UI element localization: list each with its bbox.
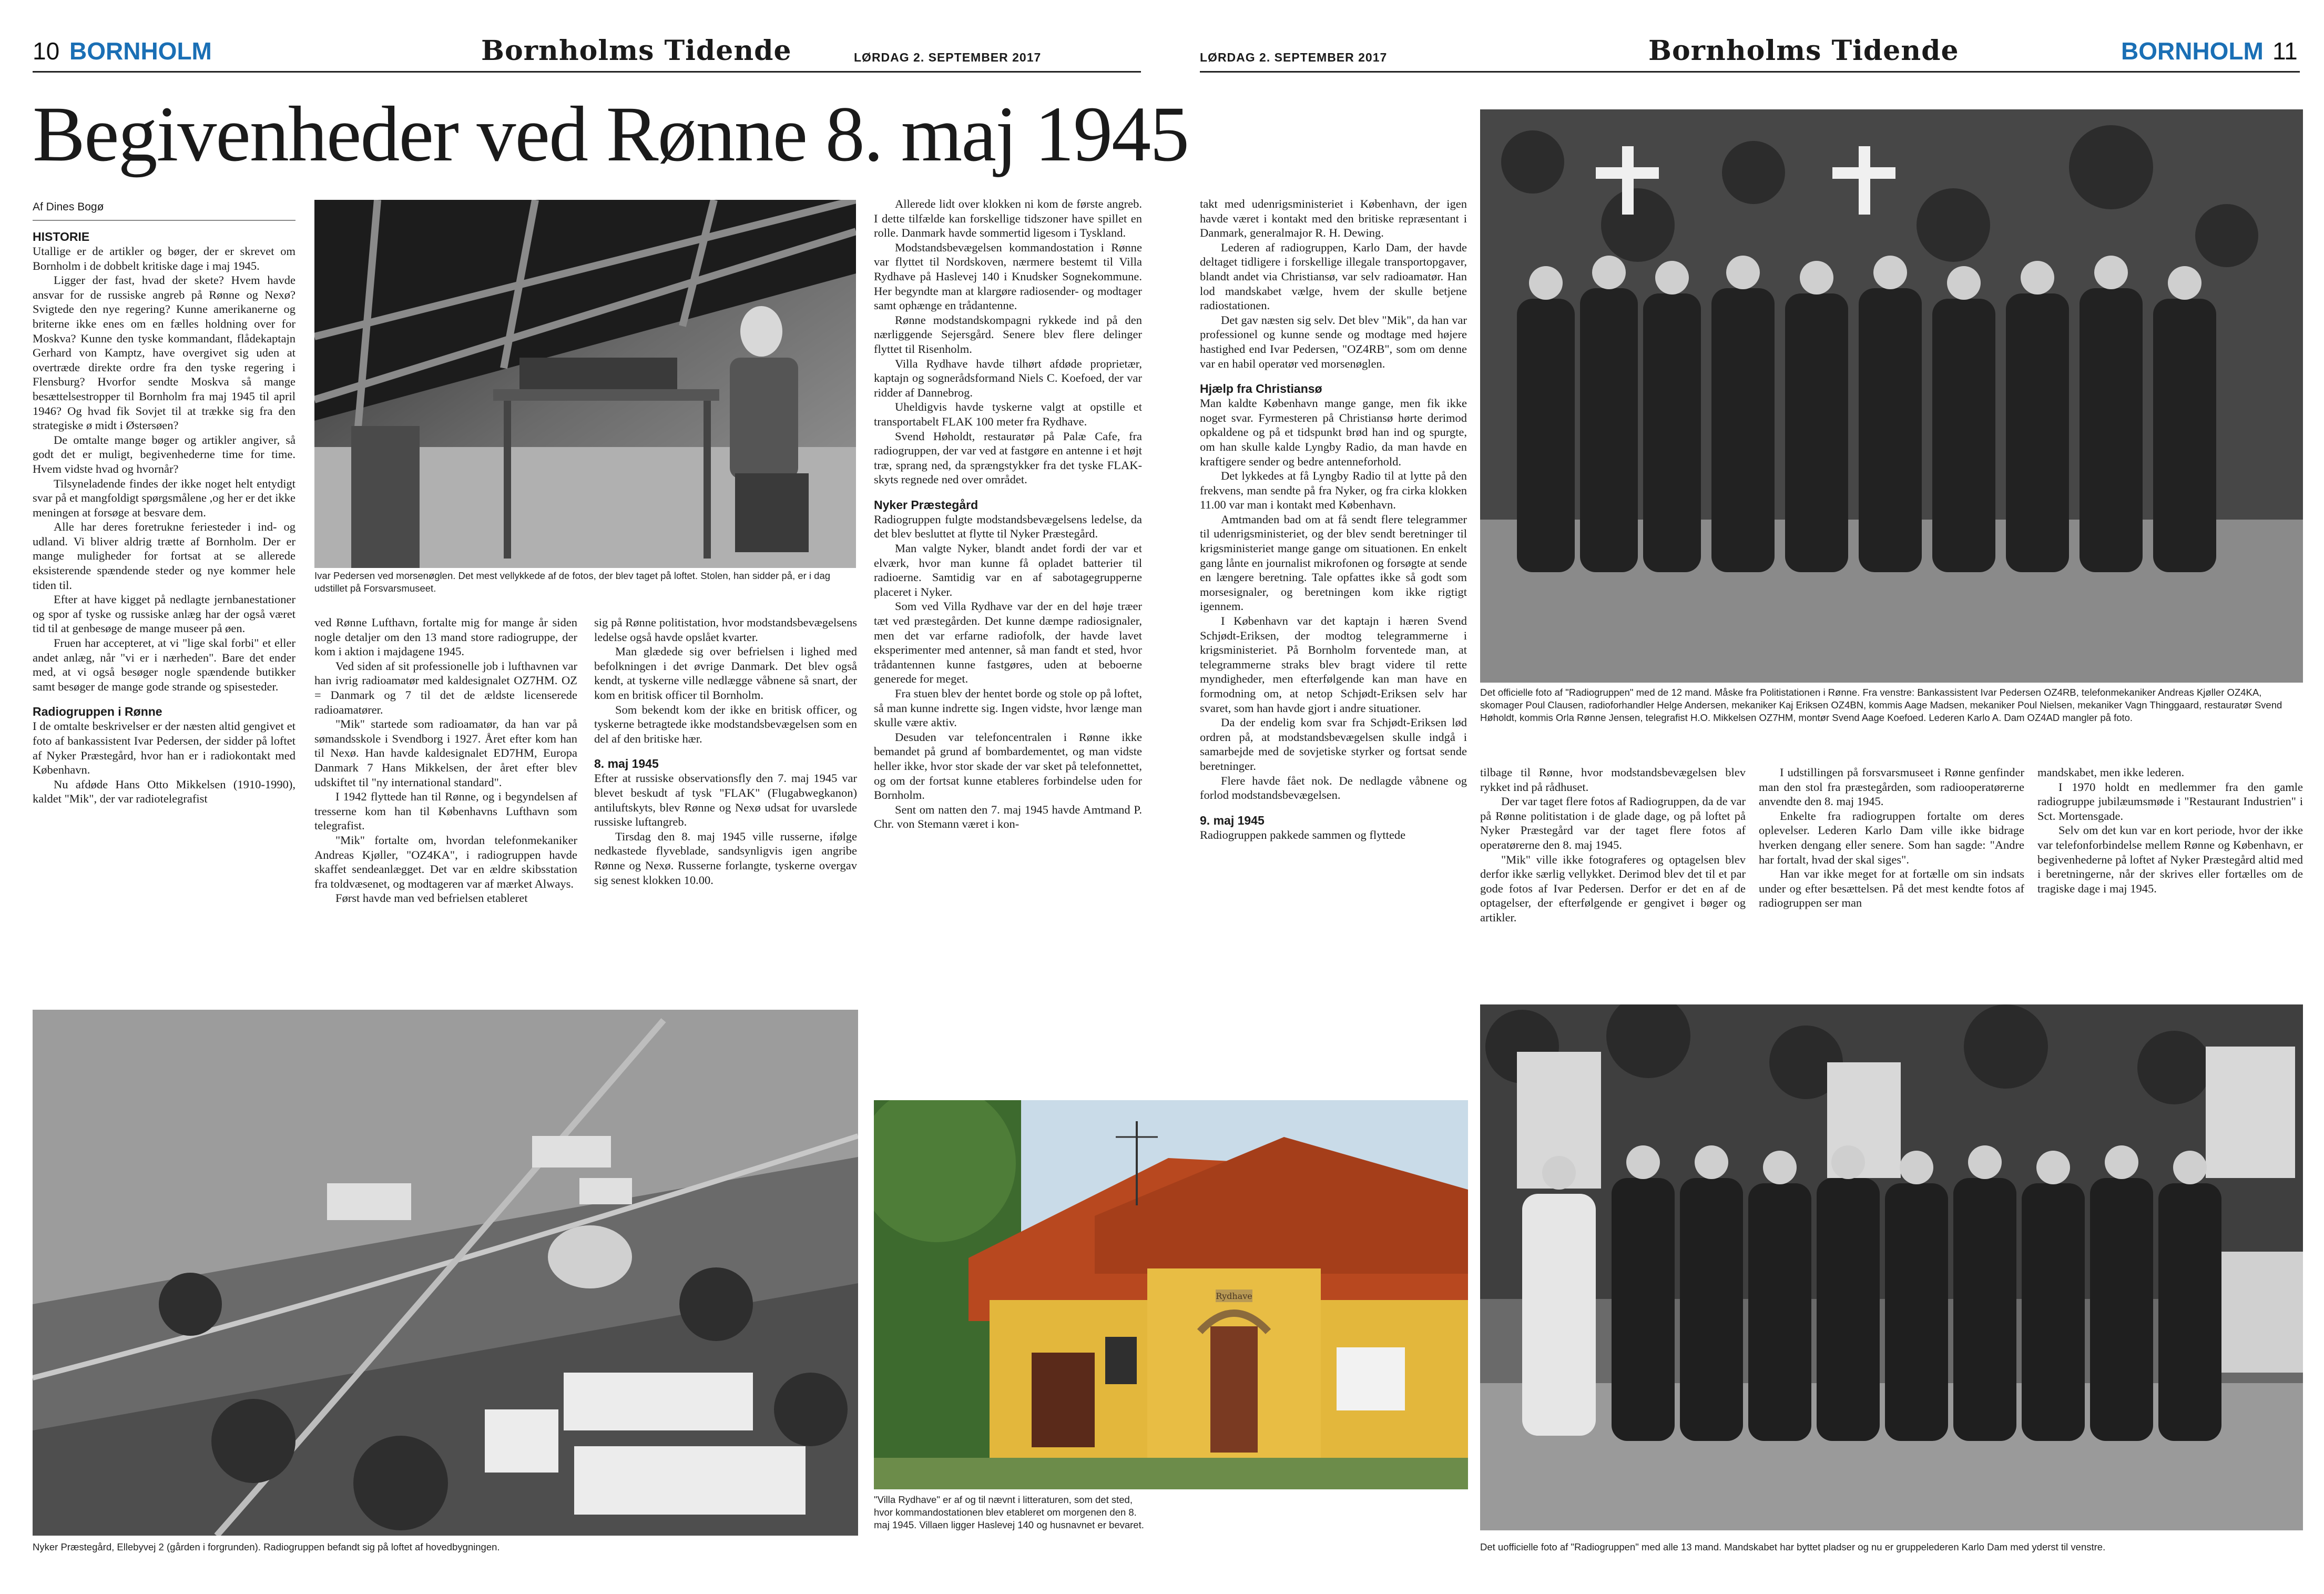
section-label-right: BORNHOLM <box>2121 37 2264 65</box>
paragraph: Da der endelig kom svar fra Schjødt-Eriksen lød ordren på, at modstandsbevægelsen skulle indgå i samarbejde med de sovjetiske styrker og fortsat sende beretninger. <box>1200 716 1467 773</box>
paragraph: Alle har deres foretrukne feriesteder i ind- og udland. Vi bliver aldrig trætte af Bornholm. Der er mange muligheder for fortsat at se allerede eksisterende spændende steder og nye kommer hele tiden til. <box>33 520 295 592</box>
column-7 <box>1759 765 2024 976</box>
header-rule-right <box>1200 71 2300 73</box>
paragraph: Enkelte fra radiogruppen fortalte om deres oplevelser. Lederen Karlo Dam ville ikke bidrage hverken dengang eller senere. Som han sagde: "Andre har fortalt, hvad der skal siges". <box>1759 809 2024 866</box>
paragraph: Selv om det kun var en kort periode, hvor der ikke var telefonforbindelse mellem Rønne og København, er begivenhederne på loftet af Nyker Præstegård altid med i beretningerne, når der skrives eller fortælles om de tragiske dage i maj 1945. <box>2037 824 2303 895</box>
paragraph: Man glædede sig over befrielsen i lighed med befolkningen i det øvrige Danmark. Det blev også kendt, at tyskerne ville nedlægge våbnene så snart, der kom en britisk officer til Bornholm. <box>594 645 857 702</box>
caption-unofficial-group-photo: Det uofficielle foto af "Radiogruppen" med alle 13 mand. Mandskabet har byttet pladser og nu er gruppelederen Karlo Dam med yderst til venstre. <box>1480 1541 2106 1552</box>
page-number-left: 10 <box>33 37 60 65</box>
masthead-right: Bornholms Tidende <box>1648 35 1959 67</box>
subheading-radiogruppen: Radiogruppen i Rønne <box>33 705 162 719</box>
paragraph: De omtalte mange bøger og artikler angiver, så godt det er muligt, begivenhederne time for time. Hvem vidste hvad og hvornår? <box>33 433 295 475</box>
paragraph: "Mik" startede som radioamatør, da han var på sømandsskole i Svendborg i 1927. Året efter kom han til Nexø. Han havde kaldesignalet ED7HM, Europa Danmark 7 Hans Mikkelsen, der året efter blev udskiftet til "ny international standard". <box>314 717 577 789</box>
paragraph: tilbage til Rønne, hvor modstandsbevægelsen blev rykket ind på rådhuset. <box>1480 766 1746 794</box>
subheading-9-maj: 9. maj 1945 <box>1200 813 1265 827</box>
caption-official-group-photo: Det officielle foto af "Radiogruppen" med de 12 mand. Måske fra Politistationen i Rønne. Fra venstre: Bankassistent Ivar Pedersen OZ4RB, telefonmekaniker Andreas Kjøller OZ4KA, skomager Poul Clausen, radioforhandler Helge Andersen, mekaniker Kaj Eriksen OZ4BN, kommis Aage Madsen, mekaniker Poul Nielsen, mekaniker Vagn Thinggaard, restauratør Svend Høholdt, kommis Orla Rønne Jensen, telegrafist H.O. Mikkelsen OZ7HM, montør Svend Aage Koefoed. Lederen Karlo A. Dam OZ4AD mangler på foto. <box>1480 687 2282 723</box>
subheading-christianso: Hjælp fra Christiansø <box>1200 382 1322 396</box>
paragraph: I 1970 holdt en medlemmer fra den gamle radiogruppe jubilæumsmøde i "Restaurant Industrien" i Sct. Mortensgade. <box>2037 780 2303 823</box>
paragraph: mandskabet, men ikke lederen. <box>2037 766 2185 779</box>
paragraph: I udstillingen på forsvarsmuseet i Rønne genfinder man den stol fra præstegården, som radiooperatørerne anvendte den 8. maj 1945. <box>1759 766 2024 808</box>
paragraph: Som ved Villa Rydhave var der en del høje træer tæt ved præstegården. Det kunne dæmpe radiosignaler, men det var erfarne radiofolk, der havde lavet eksperimenter med antenner, så man fandt et sted, hvor trådantennen kunne fastgøres, uden at beboerne generede for meget. <box>874 600 1142 686</box>
column-1 <box>33 225 295 1019</box>
paragraph: Som bekendt kom der ikke en britisk officer, og tyskerne betragtede ikke modstandsbevægelsen som en del af den britiske hær. <box>594 703 857 745</box>
official-group-photo <box>1480 109 2303 683</box>
dateline-left: LØRDAG 2. SEPTEMBER 2017 <box>854 50 1042 64</box>
column-2 <box>314 615 577 1012</box>
paragraph: Tilsyneladende findes der ikke noget helt entydigt svar på et mangfoldigt spørgsmålene ,og her er det ikke meningen at forsøge at besvare dem. <box>33 476 295 519</box>
paragraph: Villa Rydhave havde tilhørt afdøde proprietær, kaptajn og sognerådsformand Niels C. Koefoed, der var ridder af Dannebrog. <box>874 357 1142 399</box>
paragraph: Radiogruppen fulgte modstandsbevægelsens ledelse, da det blev besluttet at flytte til Nyker Præstegård. <box>874 512 1142 541</box>
paragraph: Tirsdag den 8. maj 1945 ville russerne, ifølge nedkastede flyveblade, sandsynligvis igen angribe Rønne og Nexø. Russerne forlangte, tyskerne overgav sig senest klokken 10.00. <box>594 829 857 887</box>
unofficial-group-photo <box>1480 1004 2303 1530</box>
header-rule-left <box>33 71 1141 73</box>
paragraph: Radiogruppen pakkede sammen og flyttede <box>1200 828 1406 841</box>
paragraph: Flere havde fået nok. De nedlagde våbnene og forlod modstandsbevægelsen. <box>1200 774 1467 802</box>
paragraph: Utallige er de artikler og bøger, der er skrevet om Bornholm i de dobbelt kritiske dage i maj 1945. <box>33 245 295 272</box>
column-4 <box>874 197 1142 1080</box>
paragraph: Man valgte Nyker, blandt andet fordi der var et elværk, hvor man kunne få opladet batterier til radioerne. Samtidig var en af sabotagegrupperne placeret i Nyker. <box>874 542 1142 598</box>
paragraph: Først havde man ved befrielsen etableret <box>335 891 528 905</box>
paragraph: sig på Rønne politistation, hvor modstandsbevægelsens ledelse også havde opslået kvarter. <box>594 616 857 644</box>
paragraph: Ligger der fast, hvad der skete? Hvem havde ansvar for de russiske angreb på Rønne og Nexø? Svigtede den nye regering? Kunne amerikanerne og briterne ikke enes om en fælles holdning over for Moskva? Kunne den tyske kommandant, flådekaptajn Gerhard von Kamptz, have overgivet sig uden at overtræde direkte ordre fra den tyske regering i Flensburg? Hvorfor sendte Moskva så mange besættelsestropper til Bornholm fra maj 1945 til april 1946? Og hvad fik Sovjet til at trække sig fra den strategiske ø midt i Østersøen? <box>33 273 295 432</box>
section-label-left: BORNHOLM <box>69 37 212 65</box>
paragraph: Ved siden af sit professionelle job i lufthavnen var han ivrig radioamatør med kaldesignalet OZ7HM. OZ = Danmark og 7 til det de ældste licenserede radioamatører. <box>314 659 577 716</box>
paragraph: I 1942 flyttede han til Rønne, og i begyndelsen af tresserne kom han til Københavns Lufthavn som telegrafist. <box>314 790 577 832</box>
caption-villa-photo: "Villa Rydhave" er af og til nævnt i litteraturen, som det sted, hvor kommandostationen blev etableret om morgenen den 8. maj 1945. Villaen ligger Haslevej 140 og husnavnet er bevaret. <box>874 1494 1144 1530</box>
paragraph: Modstandsbevægelsen kommandostation i Rønne var flyttet til Nordskoven, nærmere bestemt til Villa Rydhave på Haslevej 140 i Knudsker Sognekommune. Her begyndte man at klargøre radiosender- og modtager samt ophænge en trådantenne. <box>874 240 1142 312</box>
subheading-8-maj: 8. maj 1945 <box>594 757 659 771</box>
subheading-historie: HISTORIE <box>33 230 90 243</box>
paragraph: Lederen af radiogruppen, Karlo Dam, der havde deltaget tidligere i forskellige illegale transportopgaver, blandt andet via Christiansø, var selv radioamatør. Han lod mandskabet vælge, hvem der skulle betjene radiostationen. <box>1200 240 1467 312</box>
paragraph: Sent om natten den 7. maj 1945 havde Amtmand P. Chr. von Stemann været i kon- <box>874 803 1142 831</box>
column-5 <box>1200 197 1467 1080</box>
paragraph: Fruen har accepteret, at vi "lige skal forbi" et eller andet anlæg, når "vi er i nærheden". Bare det ender med, at vi også besøger nogle spændende butikker samt besøger de mange gode strande og spisesteder. <box>33 636 295 693</box>
column-8 <box>2037 765 2303 976</box>
paragraph: "Mik" fortalte om, hvordan telefonmekaniker Andreas Kjøller, "OZ4KA", i radiogruppen havde skaffet sendeanlægget. Det var en ældre skibsstation fra toldvæsenet, og modtageren var af mærket Always. <box>314 833 577 890</box>
paragraph: Uheldigvis havde tyskerne valgt at opstille et transportabelt FLAK 100 meter fra Rydhave. <box>874 400 1142 428</box>
paragraph: ved Rønne Lufthavn, fortalte mig for mange år siden nogle detaljer om den 13 mand store radiogruppe, der kom i aktion i majdagene 1945. <box>314 616 577 658</box>
paragraph: "Mik" ville ikke fotograferes og optagelsen blev derfor ikke særlig vellykket. Derimod blev det til et par gode fotos af Ivar Pedersen. Derfor er det en af de optagelser, der efterfølgende er gengivet i bøger og artikler. <box>1480 852 1746 924</box>
paragraph: Amtmanden bad om at få sendt flere telegrammer til udenrigsministeriet, og der blev sendt beretninger til krigsministeriet mange gange om situationen. En enkelt gang lånte en journalist mikrofonen og forsøgte at sende en længere beretning. Tale opfattes ikke så godt som morsesignaler, og beretningen kom ikke rigtigt igennem. <box>1200 512 1467 613</box>
paragraph: Rønne modstandskompagni rykkede ind på den nærliggende Sejersgård. Senere blev flere delinger flyttet til Risenholm. <box>874 313 1142 356</box>
paragraph: Det lykkedes at få Lyngby Radio til at lytte på den frekvens, man sendte på fra Nyker, og fra cirka klokken 11.00 var man i kontakt med København. <box>1200 469 1467 512</box>
column-3 <box>594 615 857 1012</box>
column-6 <box>1480 765 1746 976</box>
caption-attic-photo: Ivar Pedersen ved morsenøglen. Det mest vellykkede af de fotos, der blev taget på loftet. Stolen, han sidder på, er i dag udstillet på Forsvarsmuseet. <box>314 570 831 594</box>
villa-photo <box>874 1100 1468 1489</box>
paragraph: Fra stuen blev der hentet borde og stole op på loftet, så man kunne indrette sig. Ingen vidste, hvor længe man skulle være aktiv. <box>874 687 1142 729</box>
article-headline: Begivenheder ved Rønne 8. maj 1945 <box>33 90 1189 178</box>
paragraph: Svend Høholdt, restauratør på Palæ Cafe, fra radiogruppen, der var ved at fastgøre en antenne i et højt træ, sprang ned, da sprængstykker fra det tyske FLAK-skyts regnede ned over området. <box>874 429 1142 486</box>
subheading-nyker: Nyker Præstegård <box>874 498 978 512</box>
byline: Af Dines Bogø <box>33 201 104 213</box>
aerial-photo <box>33 1010 858 1536</box>
paragraph: I de omtalte beskrivelser er der næsten altid gengivet et foto af bankassistent Ivar Pedersen, der sidder på loftet af Nyker Præstegård, hvor han er i radiokontakt med København. <box>33 719 295 777</box>
paragraph: I København var det kaptajn i hæren Svend Schjødt-Eriksen, der modtog telegrammerne i krigsministeriet. På Bornholm forventede man, at telegrammerne straks blev bragt videre til rette myndigheder, men efterfølgende kan man have en formodning om, at netop Schjødt-Eriksen selv har svaret, som han havde gjort i andre situationer. <box>1200 614 1467 715</box>
paragraph: Efter at have kigget på nedlagte jernbanestationer og spor af tyske og russiske anlæg har der også været tid til at genbesøge de mange museer på øen. <box>33 593 295 635</box>
paragraph: Efter at russiske observationsfly den 7. maj 1945 var blevet beskudt af tysk "FLAK" (Flugabwegkanon) antiluftskyts, blev Rønne og Nexø udsat for uvarslede russiske luftangreb. <box>594 771 857 829</box>
dateline-right: LØRDAG 2. SEPTEMBER 2017 <box>1200 50 1388 64</box>
villa-sign: Rydhave <box>1216 1291 1252 1301</box>
paragraph: Man kaldte København mange gange, men fik ikke noget svar. Fyrmesteren på Christiansø hørte derimod opkaldene og på et tidspunkt brød han ind og spurgte, om han skulle kalde Lyngby Radio, da man havde en kraftigere sender og bedre antenneforhold. <box>1200 397 1467 468</box>
masthead-left: Bornholms Tidende <box>481 35 792 67</box>
paragraph: Allerede lidt over klokken ni kom de første angreb. I dette tilfælde kan forskellige tidszoner have spillet en rolle. Danmark havde sommertid ligesom i Tyskland. <box>874 197 1142 240</box>
paragraph: takt med udenrigsministeriet i København, der igen havde været i kontakt med den britiske repræsentant i Danmark, generalmajor R. H. Dewing. <box>1200 197 1467 240</box>
paragraph: Det gav næsten sig selv. Det blev "Mik", da han var professionel og kunne sende og modtage med højere hastighed end Ivar Pedersen, "OZ4RB", som om denne var en habil operatør ved morsenøglen. <box>1200 313 1467 370</box>
paragraph: Der var taget flere fotos af Radiogruppen, da de var på Rønne politistation i de glade dage, og på loftet på Nyker Præstegård var der taget flere fotos af operatørerne den 8. maj 1945. <box>1480 795 1746 851</box>
byline-rule <box>33 220 295 221</box>
caption-aerial-photo: Nyker Præstegård, Ellebyvej 2 (gården i forgrunden). Radiogruppen befandt sig på loftet af hovedbygningen. <box>33 1541 500 1552</box>
paragraph: Desuden var telefoncentralen i Rønne ikke bemandet på grund af bombardementet, og man vidste heller ikke, hvor stor skade der var sket på telefonnettet, og om der fortsat kunne etableres forbindelse uden for Bornholm. <box>874 730 1142 802</box>
paragraph: Han var ikke meget for at fortælle om sin indsats under og efter besættelsen. På det mest kendte fotos af radiogruppen ser man <box>1759 867 2024 910</box>
page-number-right: 11 <box>2272 37 2298 65</box>
paragraph: Nu afdøde Hans Otto Mikkelsen (1910-1990), kaldet "Mik", der var radiotelegrafist <box>33 777 295 806</box>
attic-photo <box>314 200 856 568</box>
